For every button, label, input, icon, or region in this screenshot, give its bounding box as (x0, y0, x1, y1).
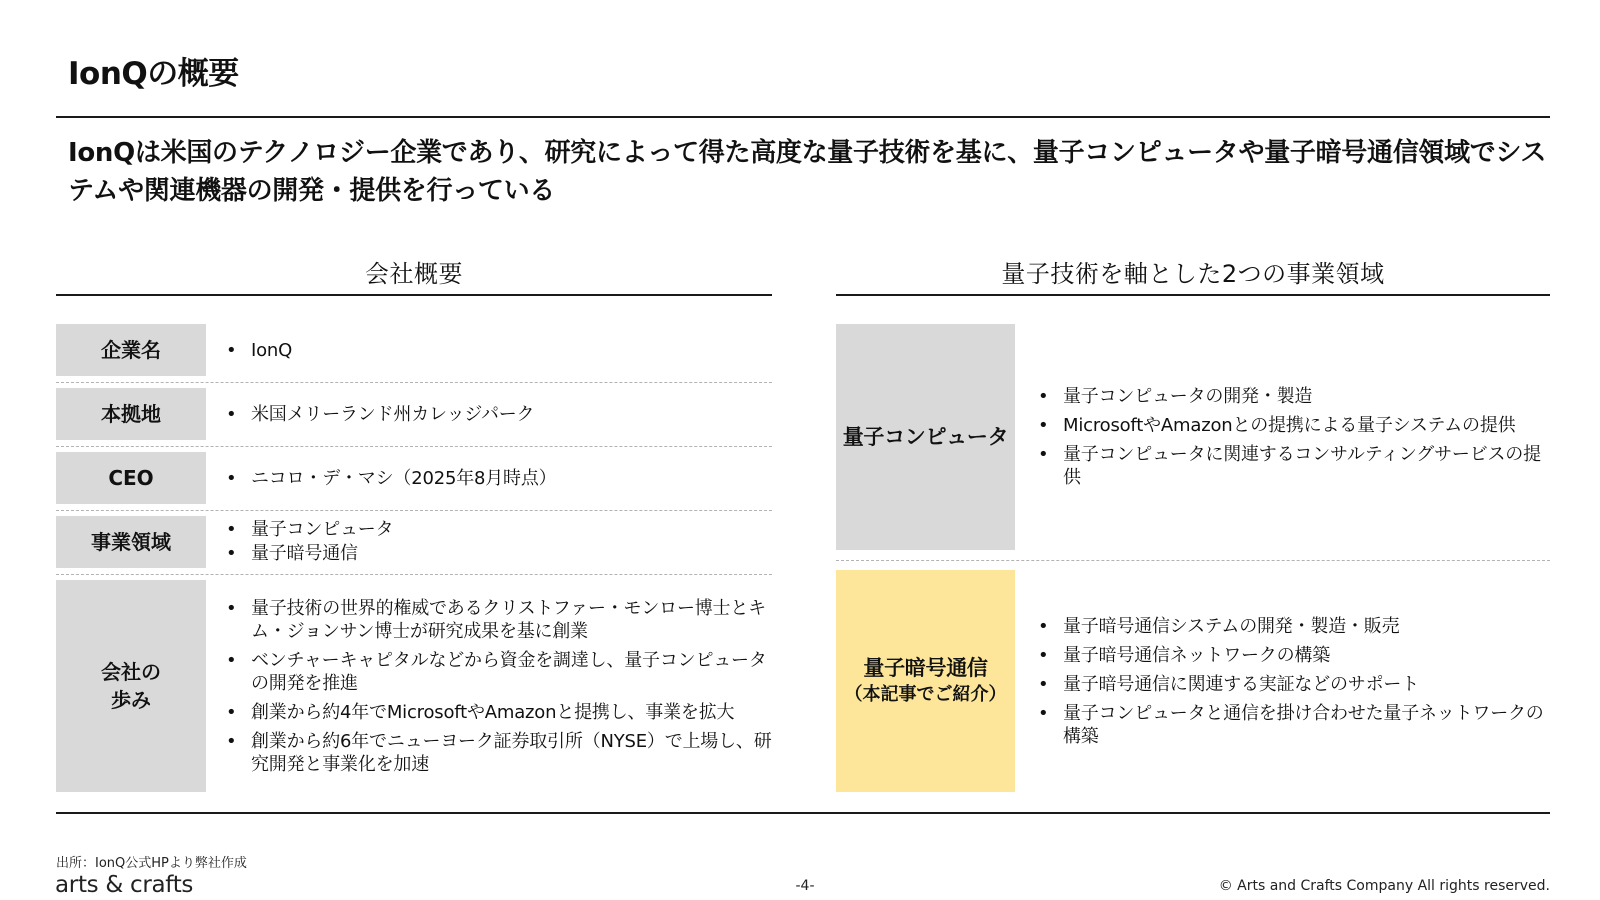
bullet-item: • 量子暗号通信 (224, 543, 772, 565)
bullet-item: • 量子コンピュータの開発・製造 (1036, 385, 1550, 408)
bullet-item: • 量子技術の世界的権威であるクリストファー・モンロー博士とキム・ジョンサン博士が研究成果を基に創業 (224, 597, 772, 643)
page-number: -4- (795, 878, 815, 894)
business-label-note: （本記事でご紹介） (844, 684, 1007, 705)
business-label-name: 量子コンピュータ (842, 425, 1009, 449)
row-divider (56, 510, 772, 511)
profile-label: 企業名 (56, 324, 206, 376)
page-title: IonQの概要 (68, 56, 239, 92)
business-label (836, 324, 1015, 550)
profile-row-headquarters (56, 388, 772, 440)
bullet-item: • 量子暗号通信ネットワークの構築 (1036, 644, 1550, 667)
business-value (1036, 324, 1550, 550)
business-heading: 量子技術を軸とした2つの事業領域 (1001, 260, 1385, 288)
profile-label: CEO (56, 452, 206, 504)
profile-label (56, 580, 206, 792)
bullet-item: • 量子暗号通信に関連する実証などのサポート (1036, 673, 1550, 696)
bullet-item: • 量子コンピュータに関連するコンサルティングサービスの提供 (1036, 443, 1550, 489)
copyright: © Arts and Crafts Company All rights reserved. (1218, 878, 1550, 894)
profile-label: 事業領域 (56, 516, 206, 568)
business-label (836, 570, 1015, 792)
footer-divider (56, 812, 1550, 814)
bullet-item: • 量子コンピュータと通信を掛け合わせた量子ネットワークの構築 (1036, 702, 1550, 748)
bullet-item: • 量子暗号通信システムの開発・製造・販売 (1036, 615, 1550, 638)
bullet-item: • 創業から約6年でニューヨーク証券取引所（NYSE）で上場し、研究開発と事業化を加速 (224, 730, 772, 776)
business-bullets (1036, 385, 1550, 489)
profile-row-ceo (56, 452, 772, 504)
profile-heading: 会社概要 (365, 260, 463, 288)
source-note: 出所：IonQ公式HPより弊社作成 (56, 856, 247, 871)
profile-row-company-name (56, 324, 772, 376)
business-area-quantum-computer (836, 324, 1550, 550)
profile-value (224, 452, 772, 504)
profile-value (224, 580, 772, 792)
lead-message: IonQは米国のテクノロジー企業であり、研究によって得た高度な量子技術を基に、量子コンピュータや量子暗号通信領域でシステムや関連機器の開発・提供を行っている (68, 138, 1547, 206)
business-area-quantum-cryptography (836, 570, 1550, 792)
bullet-item: • 創業から約4年でMicrosoftやAmazonと提携し、事業を拡大 (224, 701, 772, 724)
profile-value (224, 324, 772, 376)
row-divider (56, 382, 772, 383)
row-divider (56, 446, 772, 447)
profile-bullets (224, 597, 772, 776)
row-divider (56, 574, 772, 575)
title-divider (56, 116, 1550, 118)
company-logo: arts & crafts (55, 872, 194, 898)
bullet-item: • MicrosoftやAmazonとの提携による量子システムの提供 (1036, 414, 1550, 437)
business-heading-rule (836, 294, 1550, 296)
profile-value (224, 388, 772, 440)
business-label-name: 量子暗号通信 (863, 656, 988, 680)
bullet-item: • ニコロ・デ・マシ（2025年8月時点） (224, 467, 772, 490)
profile-value (224, 516, 772, 568)
profile-label-line: 歩み (111, 688, 151, 712)
profile-bullets (224, 467, 772, 490)
bullet-item: • 米国メリーランド州カレッジパーク (224, 403, 772, 426)
profile-label-line: 会社の (101, 660, 161, 684)
profile-row-history (56, 580, 772, 792)
profile-bullets (224, 519, 772, 565)
bullet-item: • IonQ (224, 339, 772, 362)
business-bullets (1036, 615, 1550, 748)
profile-bullets (224, 403, 772, 426)
profile-heading-rule (56, 294, 772, 296)
bullet-item: • 量子コンピュータ (224, 519, 772, 541)
profile-label: 本拠地 (56, 388, 206, 440)
row-divider (836, 560, 1550, 561)
profile-bullets (224, 339, 772, 362)
profile-row-business-domain (56, 516, 772, 568)
business-value (1036, 570, 1550, 792)
bullet-item: • ベンチャーキャピタルなどから資金を調達し、量子コンピュータの開発を推進 (224, 649, 772, 695)
